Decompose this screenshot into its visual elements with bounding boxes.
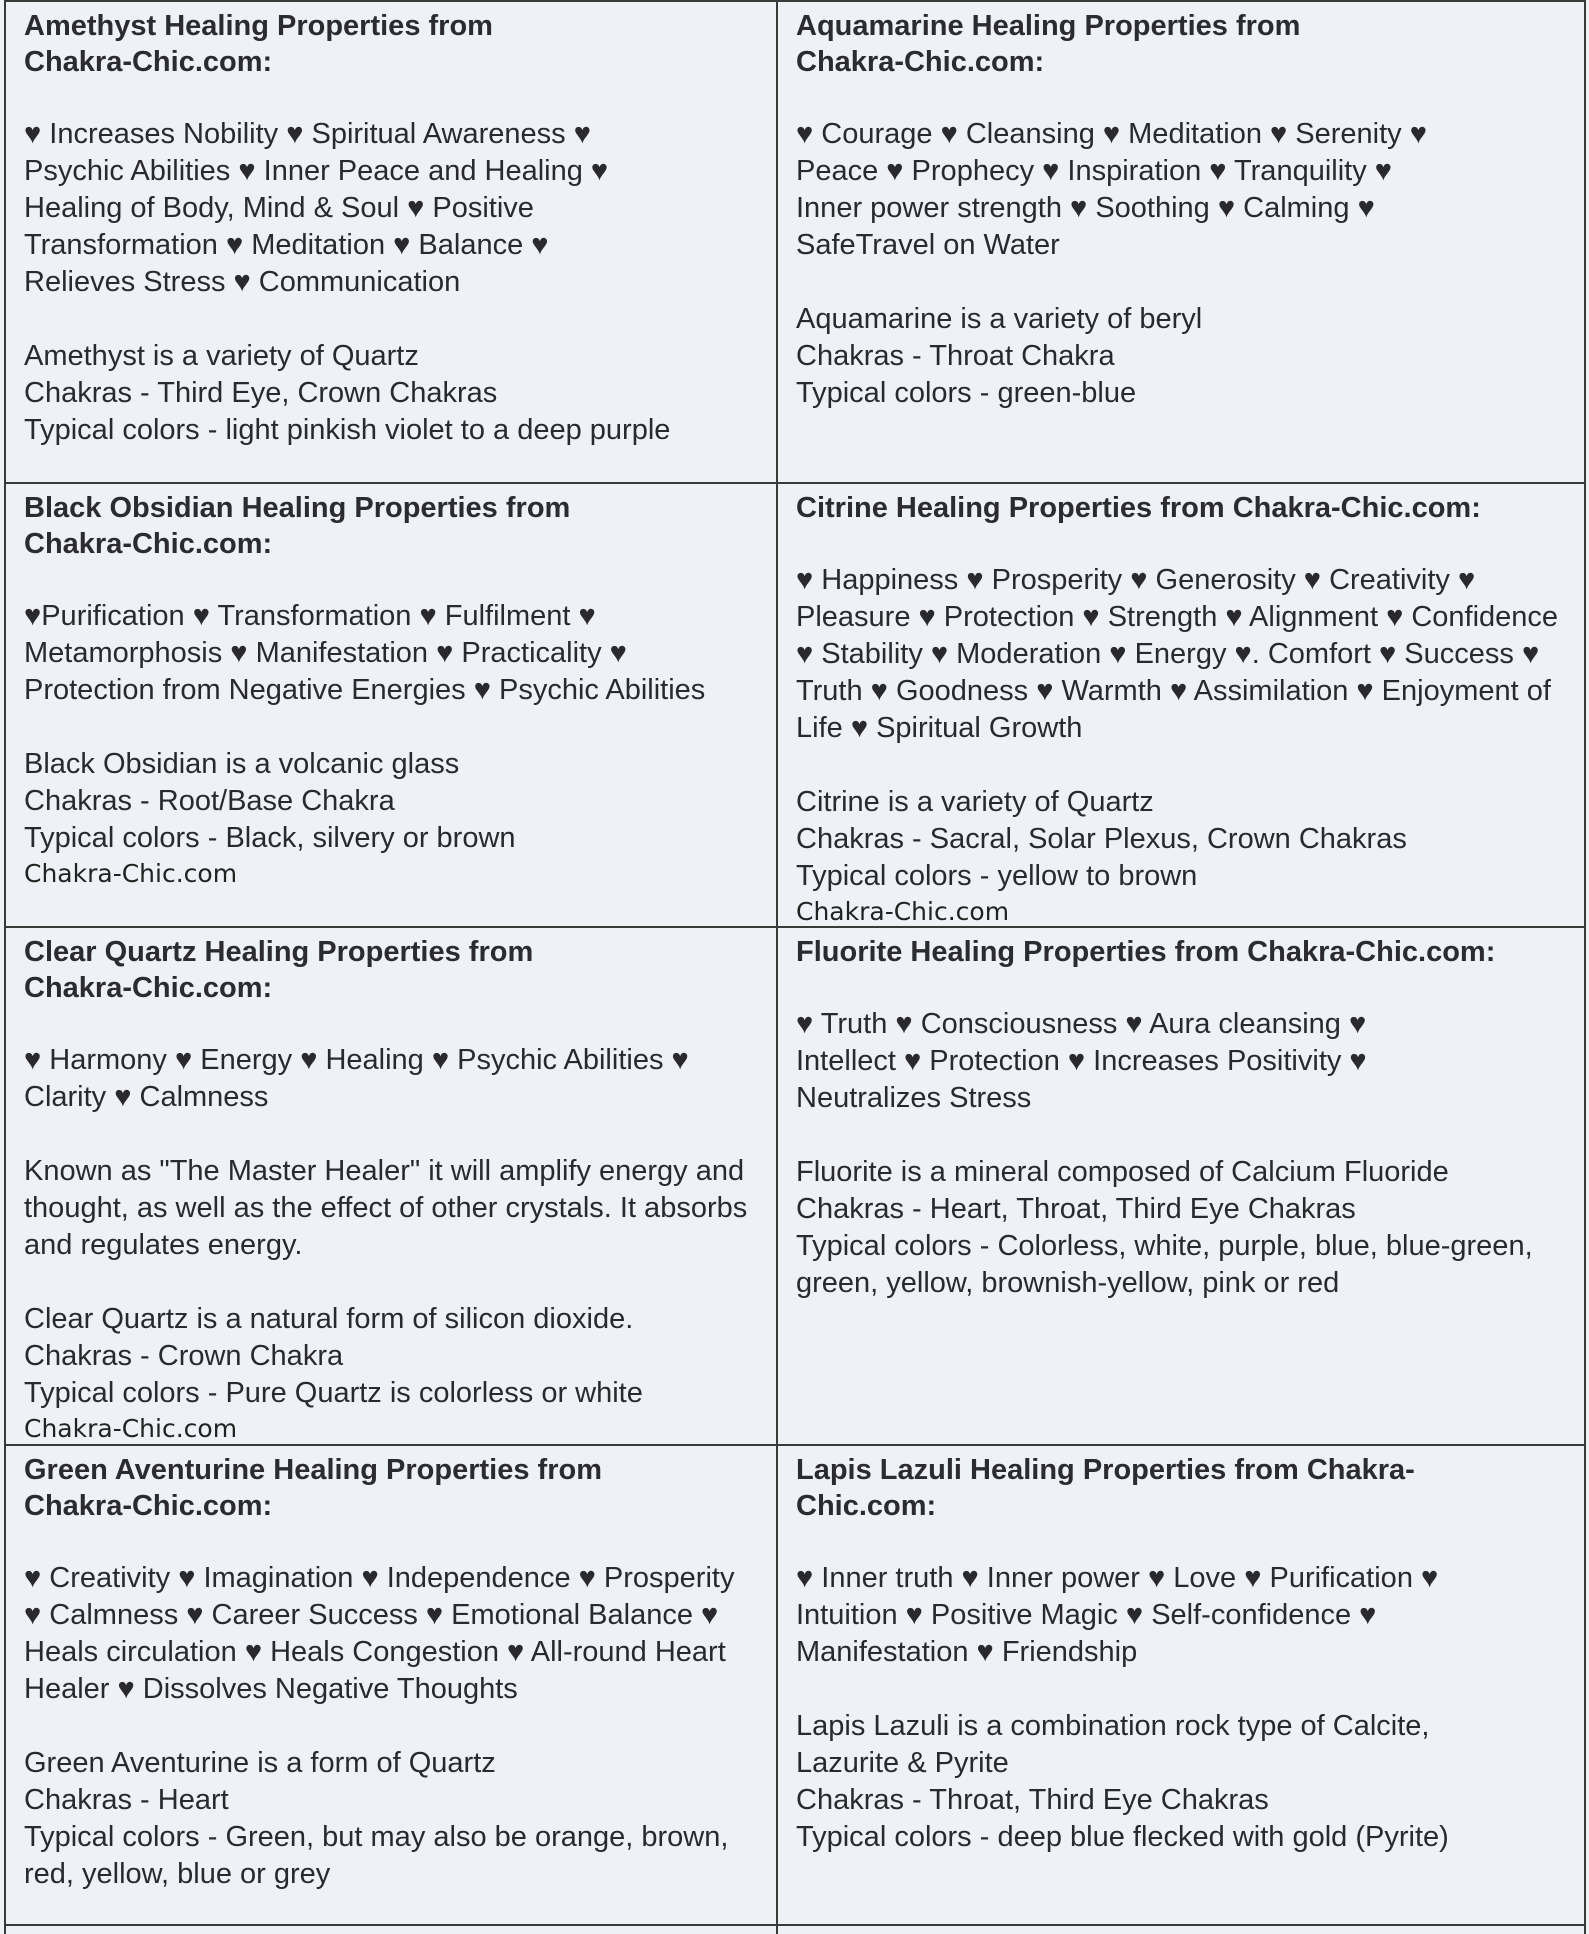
card-fluorite — [778, 926, 1584, 1444]
card-green-aventurine — [6, 1444, 778, 1924]
card-properties: ♥ Increases Nobility ♥ Spiritual Awareness ♥ Psychic Abilities ♥ Inner Peace and Healing ♥ Healing of Body, Mind & Soul ♥ Positive Transformation ♥ Meditation ♥ Balance ♥ Relieves Stress ♥ Communication — [24, 118, 609, 298]
card-title: Amethyst Healing Properties from Chakra-Chic.com: — [24, 10, 493, 78]
card-variety: Clear Quartz is a natural form of silicon dioxide. — [24, 1303, 634, 1335]
card-variety: Citrine is a variety of Quartz — [796, 786, 1154, 818]
card-variety: Green Aventurine is a form of Quartz — [24, 1747, 496, 1779]
card-chakras: Chakras - Throat, Third Eye Chakras — [796, 1784, 1269, 1816]
card-info — [24, 1745, 744, 1893]
card-title: Green Aventurine Healing Properties from Chakra-Chic.com: — [24, 1454, 602, 1522]
site-watermark: Chakra-Chic.com — [24, 859, 238, 888]
card-variety: Lapis Lazuli is a combination rock type of Calcite, Lazurite & Pyrite — [796, 1710, 1430, 1779]
card-colors: Typical colors - Colorless, white, purple, blue, blue-green, green, yellow, brownish-yellow, pink or red — [796, 1230, 1533, 1299]
card-title: Fluorite Healing Properties from Chakra-Chic.com: — [796, 936, 1496, 968]
document-sheet — [4, 0, 1586, 1934]
card-chakras: Chakras - Heart, Throat, Third Eye Chakras — [796, 1193, 1356, 1225]
card-properties: ♥ Harmony ♥ Energy ♥ Healing ♥ Psychic Abilities ♥ Clarity ♥ Calmness — [24, 1044, 689, 1113]
next-row-right — [778, 1924, 1584, 1934]
card-colors: Typical colors - Green, but may also be orange, brown, red, yellow, blue or grey — [24, 1821, 729, 1890]
card-colors: Typical colors - green-blue — [796, 377, 1137, 409]
card-properties: ♥ Inner truth ♥ Inner power ♥ Love ♥ Purification ♥ Intuition ♥ Positive Magic ♥ Self-confidence ♥ Manifestation ♥ Friendship — [796, 1562, 1439, 1668]
next-row-left — [6, 1924, 778, 1934]
card-aquamarine — [778, 0, 1584, 482]
card-variety: Aquamarine is a variety of beryl — [796, 303, 1203, 335]
card-title: Aquamarine Healing Properties from Chakra-Chic.com: — [796, 10, 1301, 78]
card-colors: Typical colors - deep blue flecked with gold (Pyrite) — [796, 1821, 1449, 1853]
card-properties: ♥ Courage ♥ Cleansing ♥ Meditation ♥ Serenity ♥ Peace ♥ Prophecy ♥ Inspiration ♥ Tranquility ♥ Inner power strength ♥ Soothing ♥ Calming ♥ SafeTravel on Water — [796, 118, 1427, 261]
card-info — [796, 301, 1566, 412]
card-info — [24, 746, 758, 891]
site-watermark: Chakra-Chic.com — [24, 1414, 238, 1443]
card-clear-quartz — [6, 926, 778, 1444]
card-lapis-lazuli — [778, 1444, 1584, 1924]
card-info — [796, 1708, 1526, 1856]
card-title: Lapis Lazuli Healing Properties from Chakra-Chic.com: — [796, 1454, 1415, 1522]
card-colors: Typical colors - yellow to brown — [796, 860, 1198, 892]
card-info — [24, 338, 758, 449]
card-chakras: Chakras - Third Eye, Crown Chakras — [24, 377, 498, 409]
crystal-table — [6, 0, 1584, 1934]
card-title: Citrine Healing Properties from Chakra-Chic.com: — [796, 492, 1481, 524]
card-colors: Typical colors - Black, silvery or brown — [24, 822, 516, 854]
card-variety: Amethyst is a variety of Quartz — [24, 340, 419, 372]
card-info — [24, 1301, 758, 1444]
card-variety: Fluorite is a mineral composed of Calcium Fluoride — [796, 1156, 1449, 1188]
card-info — [796, 1154, 1566, 1302]
card-colors: Typical colors - light pinkish violet to a deep purple — [24, 414, 671, 446]
card-chakras: Chakras - Root/Base Chakra — [24, 785, 395, 817]
card-info — [796, 784, 1566, 926]
card-black-obsidian — [6, 482, 778, 926]
card-properties: ♥ Happiness ♥ Prosperity ♥ Generosity ♥ Creativity ♥ Pleasure ♥ Protection ♥ Strength ♥ Alignment ♥ Confidence ♥ Stability ♥ Moderation ♥ Energy ♥. Comfort ♥ Success ♥ Truth ♥ Goodness ♥ Warmth ♥ Assimilation ♥ Enjoyment of Life ♥ Spiritual Growth — [796, 564, 1559, 744]
card-description: Known as "The Master Healer" it will amplify energy and thought, as well as the effect of other crystals. It absorbs and regulates energy. — [24, 1155, 748, 1261]
card-properties: ♥ Creativity ♥ Imagination ♥ Independence ♥ Prosperity ♥ Calmness ♥ Career Success ♥ Emotional Balance ♥ Heals circulation ♥ Heals Congestion ♥ All-round Heart Healer ♥ Dissolves Negative Thoughts — [24, 1562, 735, 1705]
card-amethyst — [6, 0, 778, 482]
card-title: Black Obsidian Healing Properties from Chakra-Chic.com: — [24, 492, 571, 560]
card-title: Clear Quartz Healing Properties from Chakra-Chic.com: — [24, 936, 534, 1004]
card-citrine — [778, 482, 1584, 926]
card-colors: Typical colors - Pure Quartz is colorless or white — [24, 1377, 643, 1409]
card-chakras: Chakras - Heart — [24, 1784, 229, 1816]
card-properties: ♥Purification ♥ Transformation ♥ Fulfilment ♥ Metamorphosis ♥ Manifestation ♥ Practicality ♥ Protection from Negative Energies ♥ Psychic Abilities — [24, 600, 706, 706]
card-chakras: Chakras - Crown Chakra — [24, 1340, 344, 1372]
card-chakras: Chakras - Throat Chakra — [796, 340, 1115, 372]
card-chakras: Chakras - Sacral, Solar Plexus, Crown Chakras — [796, 823, 1407, 855]
card-variety: Black Obsidian is a volcanic glass — [24, 748, 460, 780]
card-properties: ♥ Truth ♥ Consciousness ♥ Aura cleansing ♥ Intellect ♥ Protection ♥ Increases Positivity ♥ Neutralizes Stress — [796, 1008, 1367, 1114]
site-watermark: Chakra-Chic.com — [796, 897, 1010, 926]
